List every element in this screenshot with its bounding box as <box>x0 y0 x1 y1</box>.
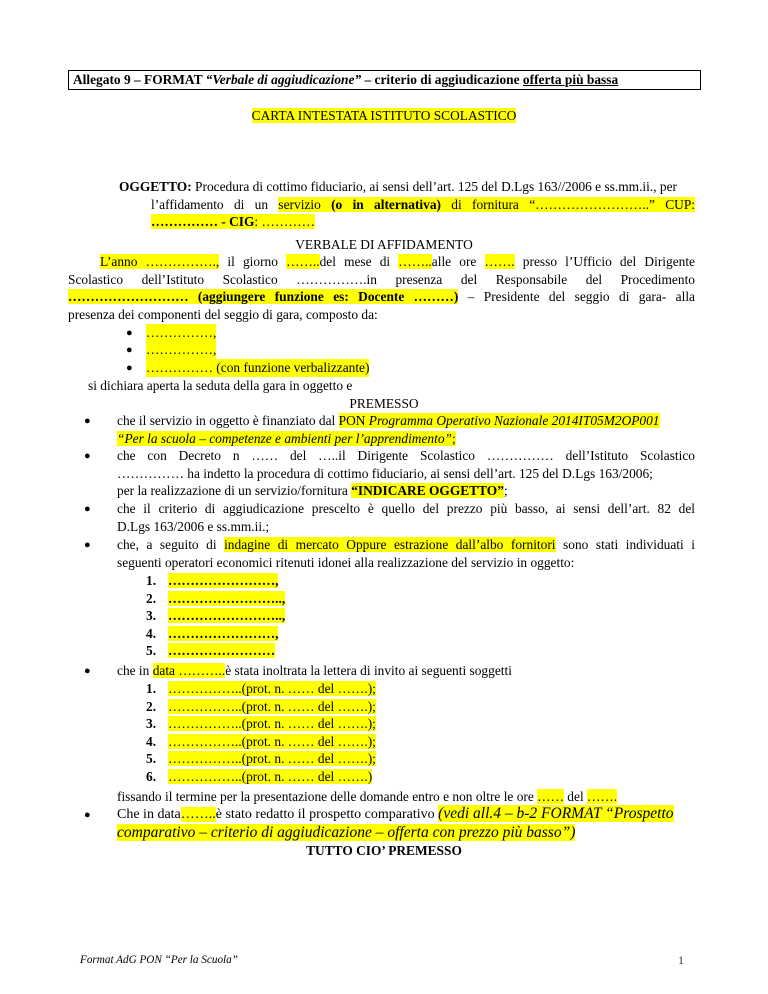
decree-line2: …………… ha indetto la procedura di cottimo fiduciario, ai sensi dell’art. 125 del D.Lgs 163/2006; <box>117 465 653 481</box>
header-underlined: offerta più bassa <box>522 72 619 87</box>
bullet-icon: ● <box>126 344 133 356</box>
intro-text: – Presidente del seggio di gara- alla <box>458 289 695 305</box>
pon-program: Programma Operativo Nazionale 2014IT05M2OP001 <box>368 413 660 428</box>
invited-item: ……………..(prot. n. …… del …….) <box>168 768 373 784</box>
decree-line3-end: ; <box>503 483 508 499</box>
bullet-icon: ● <box>126 327 133 339</box>
deadline-hour: …… <box>537 789 564 804</box>
operator-item: …………………….., <box>168 608 286 624</box>
invited-item: ……………..(prot. n. …… del …….); <box>168 716 376 732</box>
member-item: ……………, <box>146 325 217 340</box>
deadline-line <box>117 788 617 806</box>
member-item: ……………, <box>146 342 217 357</box>
criterion-line2: D.Lgs 163/2006 e ss.mm.ii.; <box>117 518 270 534</box>
subject-block <box>119 178 695 231</box>
criterion-line1: che il criterio di aggiudicazione prescelto è quello del prezzo più basso, ai sensi dell’art. 82 del <box>117 501 695 516</box>
tutto-cio-premesso: TUTTO CIO’ PREMESSO <box>306 843 462 858</box>
intro-paragraph <box>68 253 695 323</box>
list-number: 2. <box>146 698 157 714</box>
prospetto-text: Che in data <box>117 807 181 822</box>
subject-service: servizio <box>278 196 321 212</box>
page-footer: Format AdG PON “Per la Scuola” <box>80 954 238 966</box>
decree-line3: per la realizzazione di un servizio/fornitura <box>117 483 352 499</box>
bullet-icon: ● <box>84 503 91 515</box>
pon-label: PON <box>338 413 369 428</box>
deadline-text: del <box>563 789 588 804</box>
list-number: 3. <box>146 608 157 624</box>
subject-cig: …………… - CIG <box>151 214 255 230</box>
verbale-title: VERBALE DI AFFIDAMENTO <box>295 237 473 252</box>
intro-line2: Scolastico dell’Istituto Scolastico …………….in presenza del Responsabile del Procedimento <box>68 271 695 287</box>
subject-placeholder: “INDICARE OGGETTO” <box>351 483 504 499</box>
prospetto-reference: (vedi all.4 – b-2 FORMAT “Prospetto <box>438 805 674 822</box>
premesso-prospetto <box>117 804 697 842</box>
list-number: 1. <box>146 681 157 696</box>
invited-item: ……………..(prot. n. …… del …….); <box>168 698 376 714</box>
list-number: 6. <box>146 768 157 784</box>
operator-item: …………………… <box>168 643 276 659</box>
invite-text: che in <box>117 663 153 678</box>
operators-line2: seguenti operatori economici ritenuti idonei alla realizzazione del servizio in oggetto: <box>117 554 575 570</box>
invited-item: ……………..(prot. n. …… del …….); <box>168 733 376 749</box>
prospetto-text: è stato redatto il prospetto comparativo <box>215 807 439 822</box>
month-field: …….. <box>398 254 432 269</box>
invited-item: ……………..(prot. n. …… del …….); <box>168 751 376 767</box>
operators-list <box>146 572 285 660</box>
invite-date: data ……….. <box>152 663 226 678</box>
header-title: “Verbale di aggiudicazione” <box>205 72 362 87</box>
intro-text: il giorno <box>219 254 287 269</box>
subject-label: OGGETTO: <box>119 179 192 194</box>
prospetto-date: …….. <box>180 807 216 822</box>
bullet-icon: ● <box>126 362 133 374</box>
header-prefix: Allegato 9 – FORMAT <box>73 72 206 87</box>
list-number: 4. <box>146 733 157 749</box>
subject-line1: Procedura di cottimo fiduciario, ai sensi dell’art. 125 del D.Lgs 163//2006 e ss.mm.ii., per <box>191 179 677 194</box>
bullet-icon: ● <box>84 809 91 821</box>
letterhead <box>0 107 768 125</box>
list-number: 2. <box>146 590 157 606</box>
bullet-icon: ● <box>84 415 91 427</box>
operators-text: sono stati individuati i <box>555 537 695 552</box>
intro-line4: presenza dei componenti del seggio di gara, composto da: <box>68 306 378 322</box>
subject-cig-value: : ………… <box>254 214 316 230</box>
list-number: 4. <box>146 625 157 641</box>
operator-item: …………………….., <box>168 590 286 606</box>
prospetto-reference-line2: comparativo – criterio di aggiudicazione – offerta con prezzo più basso”) <box>117 824 576 841</box>
list-number: 5. <box>146 643 157 659</box>
letterhead-text: CARTA INTESTATA ISTITUTO SCOLASTICO <box>251 108 517 123</box>
premesso-invite <box>117 662 512 680</box>
deadline-text: fissando il termine per la presentazione delle domande entro e non oltre le ore <box>117 789 538 804</box>
intro-text: del mese di <box>319 254 399 269</box>
pon-title-end: ; <box>451 430 456 446</box>
rup-field: ……………………… (aggiungere funzione es: Docente ………) <box>68 289 459 305</box>
intro-text: alle ore <box>431 254 485 269</box>
invited-list <box>146 680 376 786</box>
premesso-funding <box>117 412 695 447</box>
pon-title: “Per la scuola – competenze e ambienti per l’apprendimento” <box>117 430 452 446</box>
premesso-operators <box>117 536 695 571</box>
bullet-icon: ● <box>84 539 91 551</box>
list-number: 5. <box>146 751 157 767</box>
decree-line1: che con Decreto n …… del …..il Dirigente Scolastico …………… dell’Istituto Scolastico <box>117 448 695 463</box>
bullet-icon: ● <box>84 450 91 462</box>
invited-item: ……………..(prot. n. …… del …….); <box>168 681 376 696</box>
operators-text: che, a seguito di <box>117 537 225 552</box>
member-item: …………… (con funzione verbalizzante) <box>146 360 370 375</box>
operator-item: ……………………, <box>168 573 279 588</box>
invite-text: è stata inoltrata la lettera di invito ai seguenti soggetti <box>225 663 512 678</box>
header-middle: – criterio di aggiudicazione <box>361 72 523 87</box>
intro-text: presso l’Ufficio del Dirigente <box>514 254 695 269</box>
premesso-title: PREMESSO <box>349 396 419 411</box>
subject-alternative: (o in alternativa) <box>320 196 441 212</box>
hour-field: ……. <box>484 254 515 269</box>
list-number: 3. <box>146 716 157 732</box>
premesso-decree <box>117 447 695 500</box>
operator-item: ……………………, <box>168 625 279 641</box>
list-number: 1. <box>146 573 157 588</box>
attachment-header <box>68 70 701 90</box>
premesso-criterion <box>117 500 695 535</box>
day-field: …….. <box>286 254 320 269</box>
subject-line2c: di fornitura “……………………..” CUP: <box>440 196 695 212</box>
year-field: L’anno ……………., <box>100 254 220 269</box>
page-number: 1 <box>678 953 684 967</box>
funding-text: che il servizio in oggetto è finanziato dal <box>117 413 339 428</box>
opening-statement: si dichiara aperta la seduta della gara in oggetto e <box>88 378 353 393</box>
deadline-date: ……. <box>587 789 618 804</box>
bullet-icon: ● <box>84 665 91 677</box>
subject-line2a: l’affidamento di un <box>151 196 279 212</box>
selection-method: indagine di mercato Oppure estrazione dall’albo fornitori <box>224 537 556 552</box>
